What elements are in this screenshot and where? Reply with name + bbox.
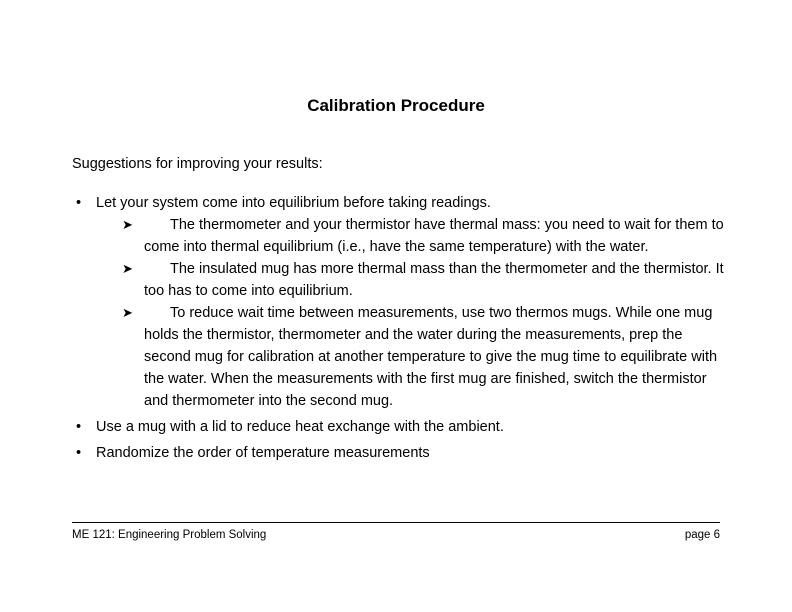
bullet-list [72,192,727,464]
subitem-two-mugs [96,302,727,412]
arrow-bullet-icon: ➤ [122,305,133,320]
footer-page-number: page 6 [684,529,720,541]
bullet-text: Randomize the order of temperature measurements [96,445,430,461]
arrow-bullet-icon: ➤ [122,261,133,276]
subitem-thermal-mass [96,214,727,258]
subitem-text: The insulated mug has more thermal mass than the thermometer and the thermistor. It too has to come into equilibrium. [144,261,724,299]
bullet-equilibrium [72,192,727,412]
page-title: Calibration Procedure [307,96,485,115]
arrow-bullet-icon: ➤ [122,217,133,232]
bullet-lid [72,416,727,438]
intro-text: Suggestions for improving your results: [72,156,323,172]
footer-divider [72,522,720,523]
footer-course: ME 121: Engineering Problem Solving [72,529,267,541]
subitem-insulated-mug [96,258,727,302]
subitem-text: The thermometer and your thermistor have thermal mass: you need to wait for them to come into thermal equilibrium (i.e., have the same temperature) with the water. [144,217,724,255]
bullet-text: Let your system come into equilibrium before taking readings. [96,195,491,211]
bullet-randomize [72,442,727,464]
subitem-text: To reduce wait time between measurements, use two thermos mugs. While one mug holds the thermistor, thermometer and the water during the measurements, prep the second mug for calibration at another temperature to give the mug time to equilibrate with the water. When the measurements with the first mug are finished, switch the thermistor and thermometer into the second mug. [144,305,718,409]
bullet-text: Use a mug with a lid to reduce heat exchange with the ambient. [96,419,504,435]
